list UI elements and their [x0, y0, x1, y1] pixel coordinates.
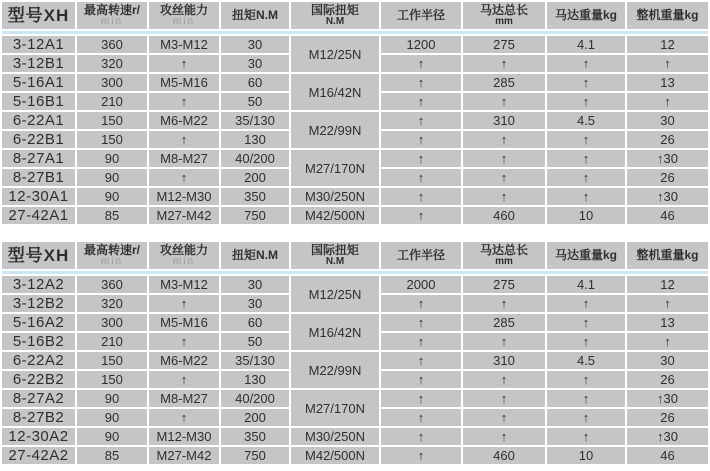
spec-table-1	[0, 0, 710, 226]
header-label: 型号XH	[7, 6, 70, 25]
table-row	[2, 36, 708, 53]
table-cell: M42/500N	[291, 207, 379, 224]
header-label: 马达总长	[479, 3, 528, 17]
table-cell: ↑	[463, 150, 545, 167]
table-cell: ↑	[381, 371, 461, 388]
column-header	[381, 242, 461, 269]
table-cell: 2000	[381, 276, 461, 293]
table-cell: 200	[221, 409, 289, 426]
table-cell: 30	[221, 36, 289, 53]
table-cell: ↑	[381, 352, 461, 369]
table-cell: ↑	[547, 55, 625, 72]
table-cell: 360	[77, 276, 147, 293]
model-cell: 27-42A1	[2, 207, 75, 224]
table-cell: 90	[77, 428, 147, 445]
column-header	[221, 2, 289, 29]
header-unit-label: min	[100, 16, 124, 27]
model-cell: 5-16A1	[2, 74, 75, 91]
table-cell: ↑	[463, 55, 545, 72]
header-unit-label: min	[100, 256, 124, 267]
table-cell: ↑	[381, 428, 461, 445]
header-label: 攻丝能力	[159, 3, 208, 17]
column-header	[627, 242, 708, 269]
table-cell: ↑	[627, 333, 708, 350]
table-cell: M12/25N	[291, 276, 379, 312]
table-cell: M12/25N	[291, 36, 379, 72]
table-cell: 750	[221, 447, 289, 464]
table-cell: ↑	[463, 371, 545, 388]
header-label: 攻丝能力	[159, 243, 208, 257]
model-cell: 12-30A2	[2, 428, 75, 445]
model-cell: 5-16B1	[2, 93, 75, 110]
table-cell: 90	[77, 150, 147, 167]
header-label: 工作半径	[396, 248, 445, 262]
table-cell: 275	[463, 276, 545, 293]
table-cell: ↑30	[627, 150, 708, 167]
header-label: 型号XH	[7, 246, 70, 265]
table-cell: 26	[627, 169, 708, 186]
model-cell: 8-27B2	[2, 409, 75, 426]
model-cell: 6-22A1	[2, 112, 75, 129]
table-cell: ↑	[381, 169, 461, 186]
spec-table-2	[0, 240, 710, 466]
table-cell: 35/130	[221, 112, 289, 129]
table-cell: ↑	[149, 371, 219, 388]
table-cell: 360	[77, 36, 147, 53]
table-cell: 275	[463, 36, 545, 53]
table-cell: 310	[463, 352, 545, 369]
table-cell: 350	[221, 188, 289, 205]
table-cell: M5-M16	[149, 314, 219, 331]
table-cell: ↑	[547, 371, 625, 388]
table-cell: ↑	[463, 333, 545, 350]
table-cell: 150	[77, 352, 147, 369]
table-cell: ↑	[381, 55, 461, 72]
table-row	[2, 352, 708, 369]
table-row	[2, 207, 708, 224]
table-row	[2, 74, 708, 91]
table-cell: ↑	[547, 131, 625, 148]
table-cell: 35/130	[221, 352, 289, 369]
model-column-header	[2, 2, 75, 29]
table-cell: 130	[221, 131, 289, 148]
table-cell: 40/200	[221, 150, 289, 167]
table-cell: ↑	[149, 409, 219, 426]
table-cell: 4.1	[547, 276, 625, 293]
table-cell: M6-M22	[149, 352, 219, 369]
table-cell: ↑	[463, 93, 545, 110]
table-cell: 4.5	[547, 112, 625, 129]
table-cell: ↑	[463, 169, 545, 186]
table-cell: 60	[221, 74, 289, 91]
table-cell: 26	[627, 131, 708, 148]
model-cell: 3-12A1	[2, 36, 75, 53]
table-cell: 460	[463, 447, 545, 464]
table-cell: ↑	[547, 314, 625, 331]
table-cell: M12-M30	[149, 428, 219, 445]
table-cell: 46	[627, 447, 708, 464]
model-cell: 5-16A2	[2, 314, 75, 331]
column-header	[291, 242, 379, 269]
table-cell: ↑	[547, 74, 625, 91]
table-cell: 85	[77, 207, 147, 224]
model-cell: 6-22B1	[2, 131, 75, 148]
header-unit-label: min	[172, 16, 196, 27]
table-cell: 13	[627, 314, 708, 331]
table-cell: ↑	[547, 150, 625, 167]
table-cell: 150	[77, 371, 147, 388]
table-cell: ↑	[381, 207, 461, 224]
table-separator	[0, 226, 710, 240]
header-unit-label: mm	[495, 256, 513, 267]
table-cell: ↑	[381, 188, 461, 205]
table-cell: 40/200	[221, 390, 289, 407]
header-row	[2, 2, 708, 29]
table-cell: ↑	[547, 93, 625, 110]
table-cell: ↑30	[627, 188, 708, 205]
header-label: 整机重量kg	[636, 248, 699, 262]
header-label: 马达总长	[479, 243, 528, 257]
table-cell: 26	[627, 409, 708, 426]
table-cell: ↑	[381, 409, 461, 426]
table-cell: ↑	[547, 295, 625, 312]
table-cell: 50	[221, 93, 289, 110]
table-cell: M3-M12	[149, 36, 219, 53]
table-cell: ↑	[463, 409, 545, 426]
table-cell: 46	[627, 207, 708, 224]
table-cell: 130	[221, 371, 289, 388]
table-cell: M3-M12	[149, 276, 219, 293]
table-cell: ↑	[627, 295, 708, 312]
column-header	[463, 2, 545, 29]
table-cell: M22/99N	[291, 112, 379, 148]
table-cell: M16/42N	[291, 74, 379, 110]
table-cell: ↑	[463, 428, 545, 445]
table-cell: ↑	[547, 390, 625, 407]
column-header	[463, 242, 545, 269]
table-cell: ↑	[381, 74, 461, 91]
header-label: 工作半径	[396, 8, 445, 22]
table-cell: ↑	[381, 390, 461, 407]
header-label: 扭矩N.M	[232, 8, 278, 22]
header-unit-label: N.M	[325, 256, 345, 267]
table-cell: ↑	[149, 93, 219, 110]
table-cell: 12	[627, 276, 708, 293]
table-cell: 90	[77, 409, 147, 426]
table-cell: ↑	[381, 314, 461, 331]
table-cell: ↑	[381, 333, 461, 350]
header-label: 国际扭矩	[310, 243, 359, 257]
table-cell: 460	[463, 207, 545, 224]
table-cell: 12	[627, 36, 708, 53]
table-cell: ↑	[149, 333, 219, 350]
header-divider	[2, 271, 708, 274]
column-header	[291, 2, 379, 29]
table-row	[2, 447, 708, 464]
header-row	[2, 242, 708, 269]
table-cell: 350	[221, 428, 289, 445]
table-cell: ↑	[463, 295, 545, 312]
table-cell: 90	[77, 390, 147, 407]
table-cell: ↑	[149, 295, 219, 312]
header-label: 扭矩N.M	[232, 248, 278, 262]
table-cell: 10	[547, 447, 625, 464]
table-cell: 13	[627, 74, 708, 91]
table-cell: M27-M42	[149, 447, 219, 464]
table-cell: 150	[77, 112, 147, 129]
table-cell: ↑30	[627, 428, 708, 445]
table-cell: M22/99N	[291, 352, 379, 388]
header-divider-row	[2, 31, 708, 34]
model-cell: 5-16B2	[2, 333, 75, 350]
model-cell: 8-27B1	[2, 169, 75, 186]
table-cell: 90	[77, 188, 147, 205]
table-cell: 30	[627, 352, 708, 369]
table-cell: 285	[463, 314, 545, 331]
model-cell: 8-27A1	[2, 150, 75, 167]
header-divider	[2, 31, 708, 34]
table-row	[2, 188, 708, 205]
model-cell: 6-22B2	[2, 371, 75, 388]
table-cell: ↑	[463, 188, 545, 205]
table-cell: 10	[547, 207, 625, 224]
table-cell: 30	[221, 276, 289, 293]
table-cell: M6-M22	[149, 112, 219, 129]
table-cell: 60	[221, 314, 289, 331]
table-cell: ↑	[463, 131, 545, 148]
table-cell: M30/250N	[291, 188, 379, 205]
table-cell: ↑	[547, 409, 625, 426]
column-header	[381, 2, 461, 29]
table-cell: 4.1	[547, 36, 625, 53]
table-row	[2, 390, 708, 407]
table-row	[2, 428, 708, 445]
table-cell: ↑	[149, 55, 219, 72]
table-cell: ↑	[547, 333, 625, 350]
model-cell: 3-12B1	[2, 55, 75, 72]
table-cell: 310	[463, 112, 545, 129]
header-unit-label: mm	[495, 16, 513, 27]
table-cell: 30	[221, 295, 289, 312]
table-cell: ↑	[381, 447, 461, 464]
column-header	[149, 242, 219, 269]
table-cell: 90	[77, 169, 147, 186]
table-cell: 210	[77, 93, 147, 110]
table-cell: ↑	[381, 131, 461, 148]
table-cell: ↑	[547, 188, 625, 205]
model-column-header	[2, 242, 75, 269]
table-cell: 85	[77, 447, 147, 464]
table-cell: 1200	[381, 36, 461, 53]
table-cell: M30/250N	[291, 428, 379, 445]
table-cell: 150	[77, 131, 147, 148]
column-header	[547, 2, 625, 29]
table-cell: 200	[221, 169, 289, 186]
table-cell: 210	[77, 333, 147, 350]
table-cell: 300	[77, 74, 147, 91]
model-cell: 8-27A2	[2, 390, 75, 407]
table-cell: 30	[221, 55, 289, 72]
header-label: 最高转速r/	[83, 243, 140, 257]
table-row	[2, 314, 708, 331]
table-cell: M12-M30	[149, 188, 219, 205]
table-cell: 300	[77, 314, 147, 331]
table-cell: M16/42N	[291, 314, 379, 350]
header-label: 最高转速r/	[83, 3, 140, 17]
table-cell: M5-M16	[149, 74, 219, 91]
table-cell: ↑	[149, 131, 219, 148]
table-cell: M27/170N	[291, 150, 379, 186]
column-header	[547, 242, 625, 269]
header-divider-row	[2, 271, 708, 274]
column-header	[149, 2, 219, 29]
table-cell: M42/500N	[291, 447, 379, 464]
model-cell: 3-12A2	[2, 276, 75, 293]
model-cell: 12-30A1	[2, 188, 75, 205]
header-unit-label: min	[172, 256, 196, 267]
table-cell: ↑	[381, 93, 461, 110]
table-cell: 26	[627, 371, 708, 388]
table-cell: 4.5	[547, 352, 625, 369]
table-cell: ↑	[627, 93, 708, 110]
table-cell: 750	[221, 207, 289, 224]
column-header	[221, 242, 289, 269]
header-label: 马达重量kg	[554, 8, 617, 22]
table-cell: ↑	[463, 390, 545, 407]
header-label: 马达重量kg	[554, 248, 617, 262]
table-cell: ↑30	[627, 390, 708, 407]
header-label: 整机重量kg	[636, 8, 699, 22]
model-cell: 3-12B2	[2, 295, 75, 312]
table-cell: ↑	[381, 150, 461, 167]
column-header	[627, 2, 708, 29]
table-cell: 50	[221, 333, 289, 350]
table-cell: 30	[627, 112, 708, 129]
table-cell: M27-M42	[149, 207, 219, 224]
table-cell: 320	[77, 295, 147, 312]
table-cell: ↑	[547, 169, 625, 186]
table-cell: M8-M27	[149, 150, 219, 167]
column-header	[77, 2, 147, 29]
table-cell: M27/170N	[291, 390, 379, 426]
table-row	[2, 112, 708, 129]
header-unit-label: N.M	[325, 16, 345, 27]
table-cell: ↑	[627, 55, 708, 72]
table-cell: ↑	[547, 428, 625, 445]
table-row	[2, 150, 708, 167]
table-cell: M8-M27	[149, 390, 219, 407]
model-cell: 27-42A2	[2, 447, 75, 464]
header-label: 国际扭矩	[310, 3, 359, 17]
table-cell: 320	[77, 55, 147, 72]
table-cell: 285	[463, 74, 545, 91]
model-cell: 6-22A2	[2, 352, 75, 369]
column-header	[77, 242, 147, 269]
table-row	[2, 276, 708, 293]
table-cell: ↑	[381, 112, 461, 129]
table-cell: ↑	[381, 295, 461, 312]
table-cell: ↑	[149, 169, 219, 186]
